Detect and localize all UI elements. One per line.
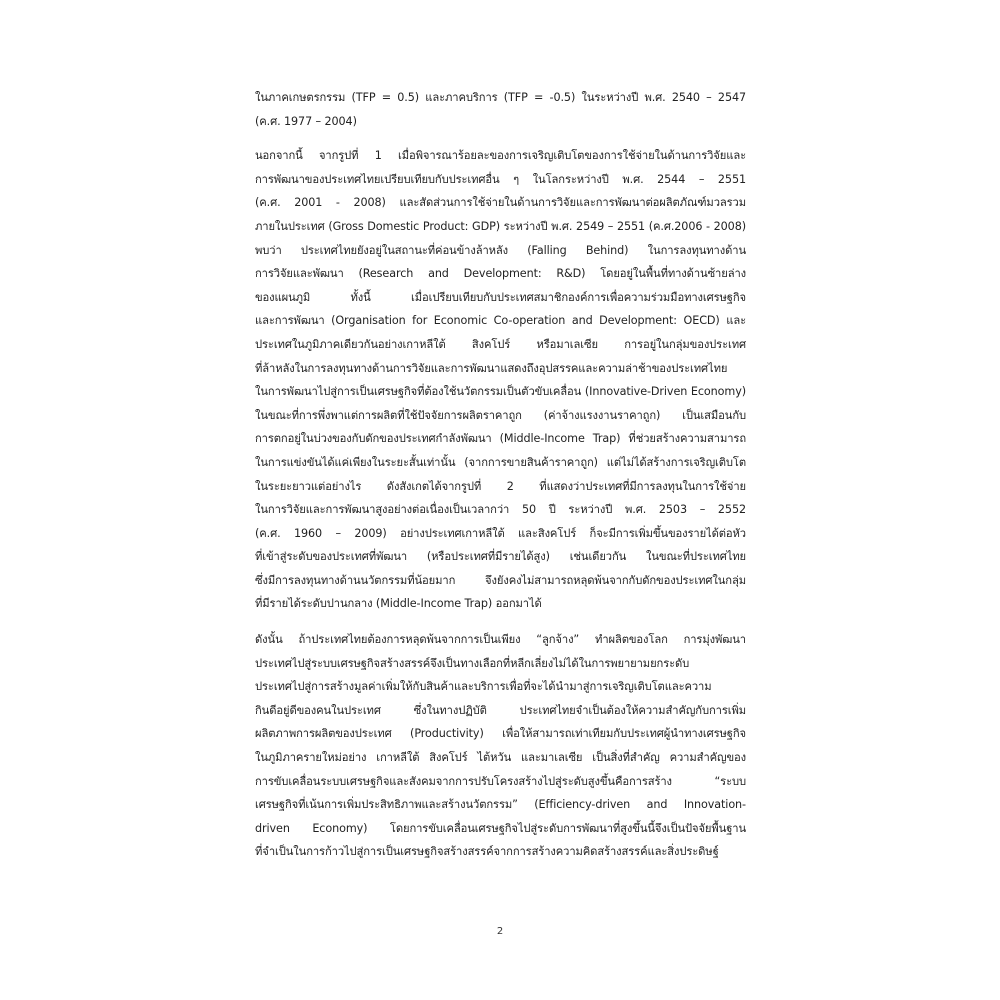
text-line: ดังนั้น ถ้าประเทศไทยต้องการหลุดพ้นจากการเป็นเพียง “ลูกจ้าง” ทำผลิตของโลก การมุ่งพัฒนา	[255, 633, 746, 647]
text-line: ในการวิจัยและการพัฒนาสูงอย่างต่อเนื่องเป็นเวลากว่า 50 ปี ระหว่างปี พ.ศ. 2503 – 2552	[255, 503, 746, 517]
text-line: ประเทศไปสู่การสร้างมูลค่าเพิ่มให้กับสินค้าและบริการเพื่อที่จะได้นำมาสู่การเจริญเติบโตและความ	[255, 680, 712, 694]
text-line: driven Economy) โดยการขับเคลื่อนเศรษฐกิจไปสู่ระดับการพัฒนาที่สูงขึ้นนี้จึงเป็นปัจจัยพื้นฐาน	[255, 821, 746, 835]
text-line: ในการพัฒนาไปสู่การเป็นเศรษฐกิจที่ต้องใช้นวัตกรรมเป็นตัวขับเคลื่อน (Innovative-Driven Economy)	[255, 385, 746, 399]
text-line: (ค.ศ. 1960 – 2009) อย่างประเทศเกาหลีใต้ และสิงคโปร์ ก็จะมีการเพิ่มขึ้นของรายได้ต่อหัว	[255, 526, 746, 540]
text-line: ที่จำเป็นในการก้าวไปสู่การเป็นเศรษฐกิจสร้างสรรค์จากการสร้างความคิดสร้างสรรค์และสิ่งประดิษฐ์	[255, 845, 719, 859]
text-line: ในภูมิภาครายใหม่อย่าง เกาหลีใต้ สิงคโปร์ ไต้หวัน และมาเลเซีย เป็นสิ่งที่สำคัญ ความสำคัญของ	[255, 751, 746, 765]
document-body	[255, 86, 746, 864]
text-line: ภายในประเทศ (Gross Domestic Product: GDP) ระหว่างปี พ.ศ. 2549 – 2551 (ค.ศ.2006 - 2008)	[255, 219, 746, 233]
paragraph-2	[255, 144, 746, 616]
text-line: ที่ล้าหลังในการลงทุนทางด้านการวิจัยและการพัฒนาแสดงถึงอุปสรรคและความล่าช้าของประเทศไทย	[255, 361, 728, 375]
text-line: ในระยะยาวแต่อย่างไร ดังสังเกตได้จากรูปที่ 2 ที่แสดงว่าประเทศที่มีการลงทุนในการใช้จ่าย	[255, 479, 746, 493]
text-line: (ค.ศ. 2001 - 2008) และสัดส่วนการใช้จ่ายในด้านการวิจัยและการพัฒนาต่อผลิตภัณฑ์มวลรวม	[255, 196, 746, 210]
text-line: ประเทศในภูมิภาคเดียวกันอย่างเกาหลีใต้ สิงคโปร์ หรือมาเลเซีย การอยู่ในกลุ่มของประเทศ	[255, 337, 746, 351]
text-line: การวิจัยและพัฒนา (Research and Development: R&D) โดยอยู่ในพื้นที่ทางด้านซ้ายล่าง	[255, 267, 746, 281]
text-line: ในขณะที่การพึ่งพาแต่การผลิตที่ใช้ปัจจัยการผลิตราคาถูก (ค่าจ้างแรงงานราคาถูก) เป็นเสมือนกับ	[255, 408, 746, 422]
text-line: ซึ่งมีการลงทุนทางด้านนวัตกรรมที่น้อยมาก จึงยังคงไม่สามารถหลุดพ้นจากกับดักของประเทศในกลุ่ม	[255, 573, 746, 587]
text-line: การตกอยู่ในบ่วงของกับดักของประเทศกำลังพัฒนา (Middle-Income Trap) ที่ช่วยสร้างความสามารถ	[255, 432, 746, 446]
paragraph-3	[255, 628, 746, 864]
paragraph-spacer	[255, 616, 746, 628]
text-line: (ค.ศ. 1977 – 2004)	[255, 114, 357, 128]
text-line: นอกจากนี้ จากรูปที่ 1 เมื่อพิจารณาร้อยละของการเจริญเติบโตของการใช้จ่ายในด้านการวิจัยและ	[255, 149, 746, 163]
text-line: ที่เข้าสู่ระดับของประเทศที่พัฒนา (หรือประเทศที่มีรายได้สูง) เช่นเดียวกัน ในขณะที่ประเทศไทย	[255, 550, 746, 564]
text-line: ของแผนภูมิ ทั้งนี้ เมื่อเปรียบเทียบกับประเทศสมาชิกองค์การเพื่อความร่วมมือทางเศรษฐกิจ	[255, 290, 746, 304]
paragraph-1	[255, 86, 746, 133]
text-line: การพัฒนาของประเทศไทยเปรียบเทียบกับประเทศอื่น ๆ ในโลกระหว่างปี พ.ศ. 2544 – 2551	[255, 172, 746, 186]
text-line: และการพัฒนา (Organisation for Economic Co-operation and Development: OECD) และ	[255, 314, 746, 328]
text-line: ในการแข่งขันได้แค่เพียงในระยะสั้นเท่านั้น (จากการขายสินค้าราคาถูก) แต่ไม่ได้สร้างการเจริญเติบโต	[255, 455, 746, 469]
text-line: ในภาคเกษตรกรรม (TFP = 0.5) และภาคบริการ (TFP = -0.5) ในระหว่างปี พ.ศ. 2540 – 2547	[255, 91, 746, 104]
text-line: ผลิตภาพการผลิตของประเทศ (Productivity) เพื่อให้สามารถเท่าเทียมกับประเทศผู้นำทางเศรษฐกิจ	[255, 727, 746, 741]
paragraph-spacer	[255, 133, 746, 144]
text-line: ที่มีรายได้ระดับปานกลาง (Middle-Income Trap) ออกมาได้	[255, 597, 542, 611]
page-number: 2	[496, 926, 504, 937]
text-line: การขับเคลื่อนระบบเศรษฐกิจและสังคมจากการปรับโครงสร้างไปสู่ระดับสูงขึ้นคือการสร้าง “ระบบ	[255, 774, 746, 788]
text-line: เศรษฐกิจที่เน้นการเพิ่มประสิทธิภาพและสร้างนวัตกรรม” (Efficiency-driven and Innovation-	[255, 798, 746, 812]
text-line: พบว่า ประเทศไทยยังอยู่ในสถานะที่ค่อนข้างล้าหลัง (Falling Behind) ในการลงทุนทางด้าน	[255, 243, 746, 257]
text-line: กินดีอยู่ดีของคนในประเทศ ซึ่งในทางปฏิบัติ ประเทศไทยจำเป็นต้องให้ความสำคัญกับการเพิ่ม	[255, 703, 746, 717]
text-line: ประเทศไปสู่ระบบเศรษฐกิจสร้างสรรค์จึงเป็นทางเลือกที่หลีกเลี่ยงไม่ได้ในการพยายามยกระดับ	[255, 656, 690, 670]
